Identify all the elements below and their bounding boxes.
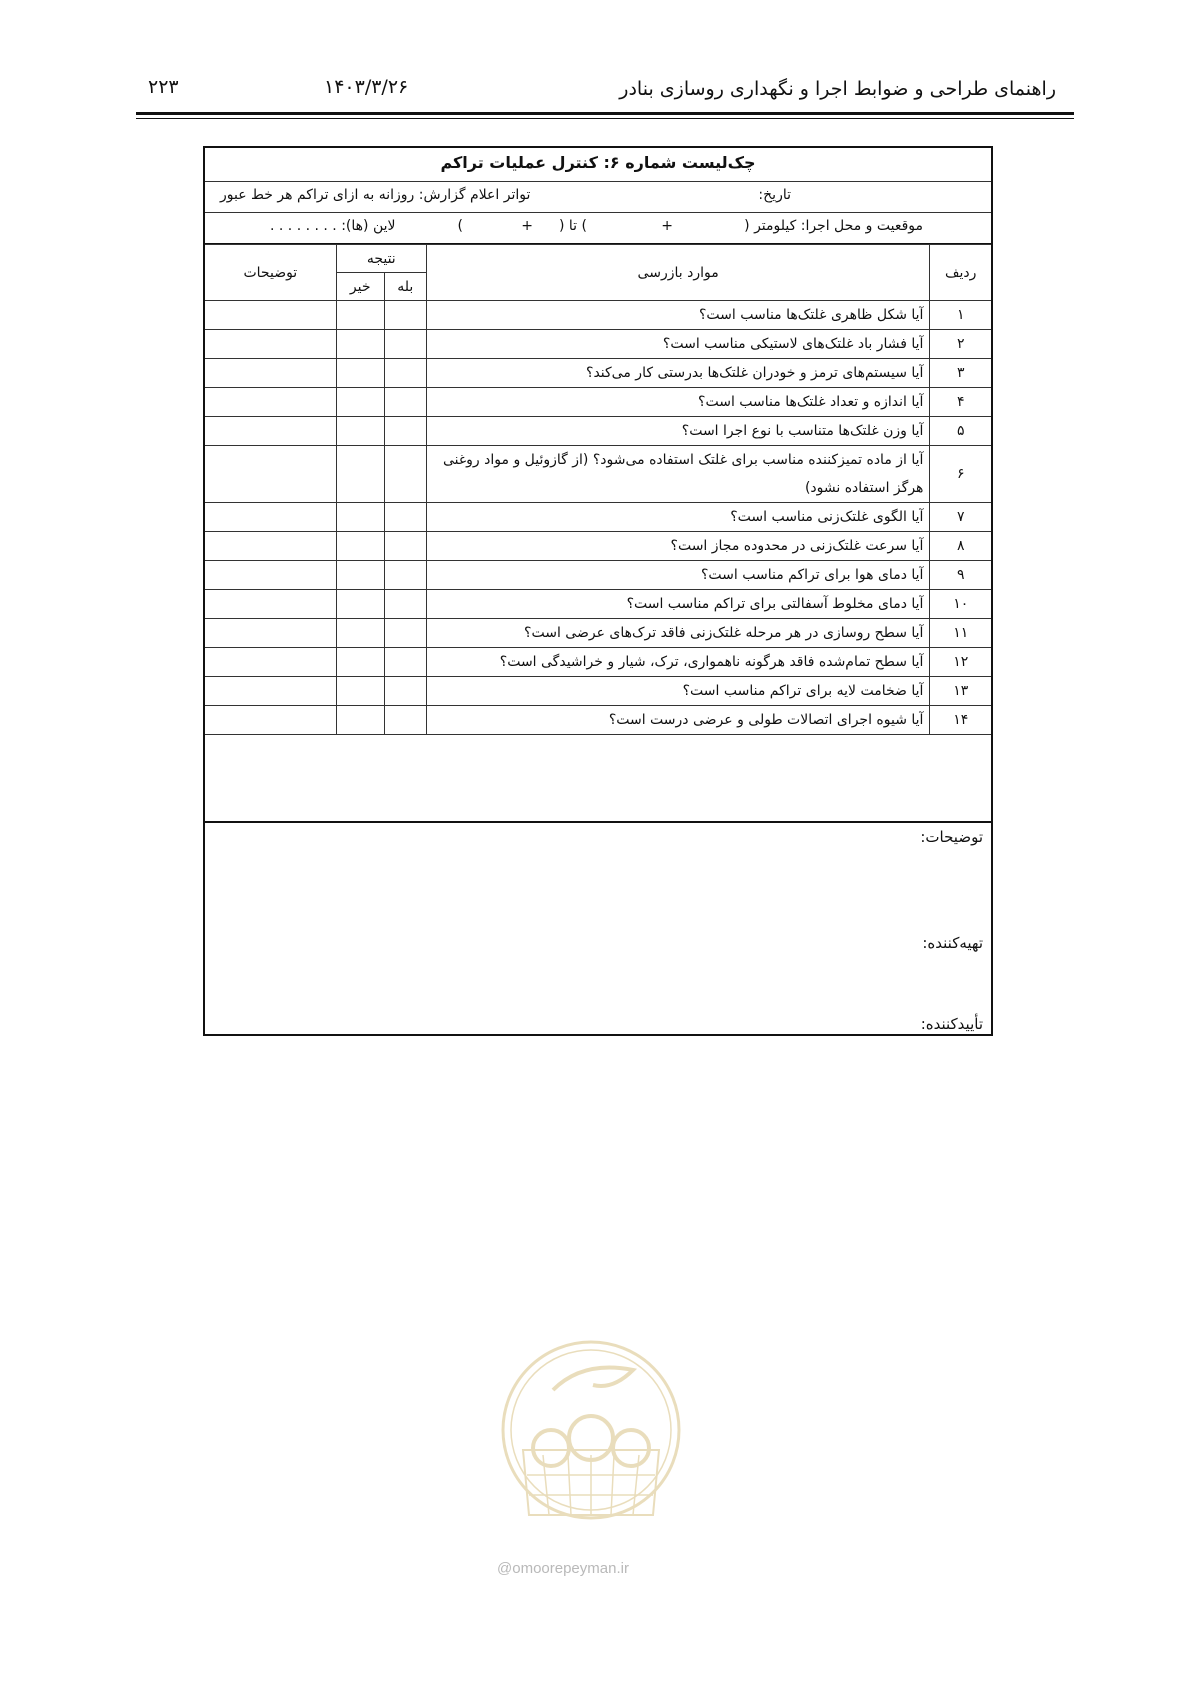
prepared-by-label: تهیه‌کننده: bbox=[922, 934, 983, 952]
row-number: ۸ bbox=[930, 532, 991, 561]
result-yes-cell[interactable] bbox=[384, 706, 426, 735]
table-row bbox=[205, 446, 991, 503]
approved-by-label: تأییدکننده: bbox=[920, 1015, 983, 1033]
notes-label: توضیحات: bbox=[920, 828, 983, 846]
table-row bbox=[205, 330, 991, 359]
table-row bbox=[205, 503, 991, 532]
notes-cell[interactable] bbox=[205, 532, 336, 561]
row-number: ۹ bbox=[930, 561, 991, 590]
row-number: ۱۲ bbox=[930, 648, 991, 677]
inspection-item: آیا دمای هوا برای تراکم مناسب است؟ bbox=[426, 561, 930, 590]
row-number: ۱۳ bbox=[930, 677, 991, 706]
table-row bbox=[205, 648, 991, 677]
checklist-form bbox=[203, 146, 993, 1036]
table-row bbox=[205, 677, 991, 706]
location-close: ) bbox=[457, 218, 463, 234]
location-to: ) تا ( bbox=[559, 218, 587, 234]
watermark-logo bbox=[493, 1330, 689, 1555]
row-number: ۲ bbox=[930, 330, 991, 359]
result-yes-cell[interactable] bbox=[384, 619, 426, 648]
result-no-cell[interactable] bbox=[336, 330, 384, 359]
document-title: راهنمای طراحی و ضوابط اجرا و نگهداری روسازی بنادر bbox=[619, 78, 1056, 100]
table-row bbox=[205, 706, 991, 735]
location-field[interactable]: موقعیت و محل اجرا: کیلومتر ( bbox=[744, 218, 923, 234]
result-yes-cell[interactable] bbox=[384, 503, 426, 532]
result-yes-cell[interactable] bbox=[384, 330, 426, 359]
col-header-no: خیر bbox=[336, 273, 384, 301]
page-header bbox=[136, 76, 1056, 110]
result-yes-cell[interactable] bbox=[384, 561, 426, 590]
notes-cell[interactable] bbox=[205, 359, 336, 388]
result-no-cell[interactable] bbox=[336, 648, 384, 677]
notes-cell[interactable] bbox=[205, 677, 336, 706]
result-yes-cell[interactable] bbox=[384, 590, 426, 619]
notes-cell[interactable] bbox=[205, 330, 336, 359]
result-no-cell[interactable] bbox=[336, 590, 384, 619]
table-row bbox=[205, 619, 991, 648]
col-header-items: موارد بازرسی bbox=[426, 245, 930, 301]
watermark-url: @omoorepeyman.ir bbox=[497, 1560, 629, 1577]
inspection-item: آیا الگوی غلتک‌زنی مناسب است؟ bbox=[426, 503, 930, 532]
result-yes-cell[interactable] bbox=[384, 359, 426, 388]
table-row bbox=[205, 359, 991, 388]
result-no-cell[interactable] bbox=[336, 446, 384, 503]
notes-cell[interactable] bbox=[205, 706, 336, 735]
checklist-title-row bbox=[205, 148, 991, 182]
page-number: ۲۲۳ bbox=[148, 76, 179, 98]
col-header-yes: بله bbox=[384, 273, 426, 301]
table-row bbox=[205, 561, 991, 590]
inspection-item: آیا سرعت غلتک‌زنی در محدوده مجاز است؟ bbox=[426, 532, 930, 561]
table-row bbox=[205, 590, 991, 619]
report-info-row bbox=[205, 181, 991, 213]
result-no-cell[interactable] bbox=[336, 388, 384, 417]
report-frequency: تواتر اعلام گزارش: روزانه به ازای تراکم هر خط عبور bbox=[220, 187, 531, 203]
table-row bbox=[205, 388, 991, 417]
result-yes-cell[interactable] bbox=[384, 417, 426, 446]
result-yes-cell[interactable] bbox=[384, 677, 426, 706]
col-header-row: ردیف bbox=[930, 245, 991, 301]
result-yes-cell[interactable] bbox=[384, 446, 426, 503]
date-field[interactable]: تاریخ: bbox=[758, 187, 791, 203]
result-no-cell[interactable] bbox=[336, 561, 384, 590]
table-row bbox=[205, 532, 991, 561]
header-date: ۱۴۰۳/۳/۲۶ bbox=[324, 76, 409, 98]
result-yes-cell[interactable] bbox=[384, 532, 426, 561]
result-no-cell[interactable] bbox=[336, 706, 384, 735]
notes-cell[interactable] bbox=[205, 388, 336, 417]
header-rule-thick bbox=[136, 112, 1074, 115]
notes-cell[interactable] bbox=[205, 648, 336, 677]
notes-cell[interactable] bbox=[205, 561, 336, 590]
inspection-item: آیا شکل ظاهری غلتک‌ها مناسب است؟ bbox=[426, 301, 930, 330]
checklist-title: چک‌لیست شماره ۶: کنترل عملیات تراکم bbox=[440, 153, 756, 172]
location-plus-2: + bbox=[521, 218, 533, 234]
row-number: ۴ bbox=[930, 388, 991, 417]
table-row bbox=[205, 417, 991, 446]
inspection-item: آیا دمای مخلوط آسفالتی برای تراکم مناسب است؟ bbox=[426, 590, 930, 619]
header-rule-thin bbox=[136, 118, 1074, 119]
row-number: ۱۴ bbox=[930, 706, 991, 735]
row-number: ۷ bbox=[930, 503, 991, 532]
inspection-rows bbox=[205, 301, 991, 735]
notes-cell[interactable] bbox=[205, 590, 336, 619]
table-row bbox=[205, 301, 991, 330]
inspection-item: آیا سطح تمام‌شده فاقد هرگونه ناهمواری، ترک، شیار و خراشیدگی است؟ bbox=[426, 648, 930, 677]
result-no-cell[interactable] bbox=[336, 417, 384, 446]
row-number: ۶ bbox=[930, 446, 991, 503]
result-no-cell[interactable] bbox=[336, 503, 384, 532]
col-header-notes: توضیحات bbox=[205, 245, 336, 301]
inspection-item: آیا وزن غلتک‌ها متناسب با نوع اجرا است؟ bbox=[426, 417, 930, 446]
result-yes-cell[interactable] bbox=[384, 388, 426, 417]
result-no-cell[interactable] bbox=[336, 619, 384, 648]
notes-cell[interactable] bbox=[205, 503, 336, 532]
inspection-item: آیا از ماده تمیزکننده مناسب برای غلتک استفاده می‌شود؟ (از گازوئیل و مواد روغنی هرگز استفاده نشود) bbox=[426, 446, 930, 503]
result-no-cell[interactable] bbox=[336, 301, 384, 330]
inspection-item: آیا ضخامت لایه برای تراکم مناسب است؟ bbox=[426, 677, 930, 706]
notes-cell[interactable] bbox=[205, 619, 336, 648]
result-no-cell[interactable] bbox=[336, 532, 384, 561]
row-number: ۳ bbox=[930, 359, 991, 388]
notes-cell[interactable] bbox=[205, 417, 336, 446]
inspection-item: آیا اندازه و تعداد غلتک‌ها مناسب است؟ bbox=[426, 388, 930, 417]
result-no-cell[interactable] bbox=[336, 677, 384, 706]
location-plus-1: + bbox=[661, 218, 673, 234]
inspection-item: آیا شیوه اجرای اتصالات طولی و عرضی درست است؟ bbox=[426, 706, 930, 735]
inspection-item: آیا فشار باد غلتک‌های لاستیکی مناسب است؟ bbox=[426, 330, 930, 359]
row-number: ۱۱ bbox=[930, 619, 991, 648]
signature-area bbox=[205, 821, 991, 1034]
lanes-field[interactable]: لاین (ها): . . . . . . . . bbox=[270, 218, 396, 234]
notes-cell[interactable] bbox=[205, 301, 336, 330]
inspection-item: آیا سطح روسازی در هر مرحله غلتک‌زنی فاقد ترک‌های عرضی است؟ bbox=[426, 619, 930, 648]
result-no-cell[interactable] bbox=[336, 359, 384, 388]
inspection-table bbox=[205, 244, 991, 735]
inspection-item: آیا سیستم‌های ترمز و خودران غلتک‌ها بدرستی کار می‌کند؟ bbox=[426, 359, 930, 388]
row-number: ۵ bbox=[930, 417, 991, 446]
location-row bbox=[205, 212, 991, 244]
row-number: ۱۰ bbox=[930, 590, 991, 619]
row-number: ۱ bbox=[930, 301, 991, 330]
notes-cell[interactable] bbox=[205, 446, 336, 503]
result-yes-cell[interactable] bbox=[384, 648, 426, 677]
col-header-result: نتیجه bbox=[336, 245, 426, 273]
result-yes-cell[interactable] bbox=[384, 301, 426, 330]
